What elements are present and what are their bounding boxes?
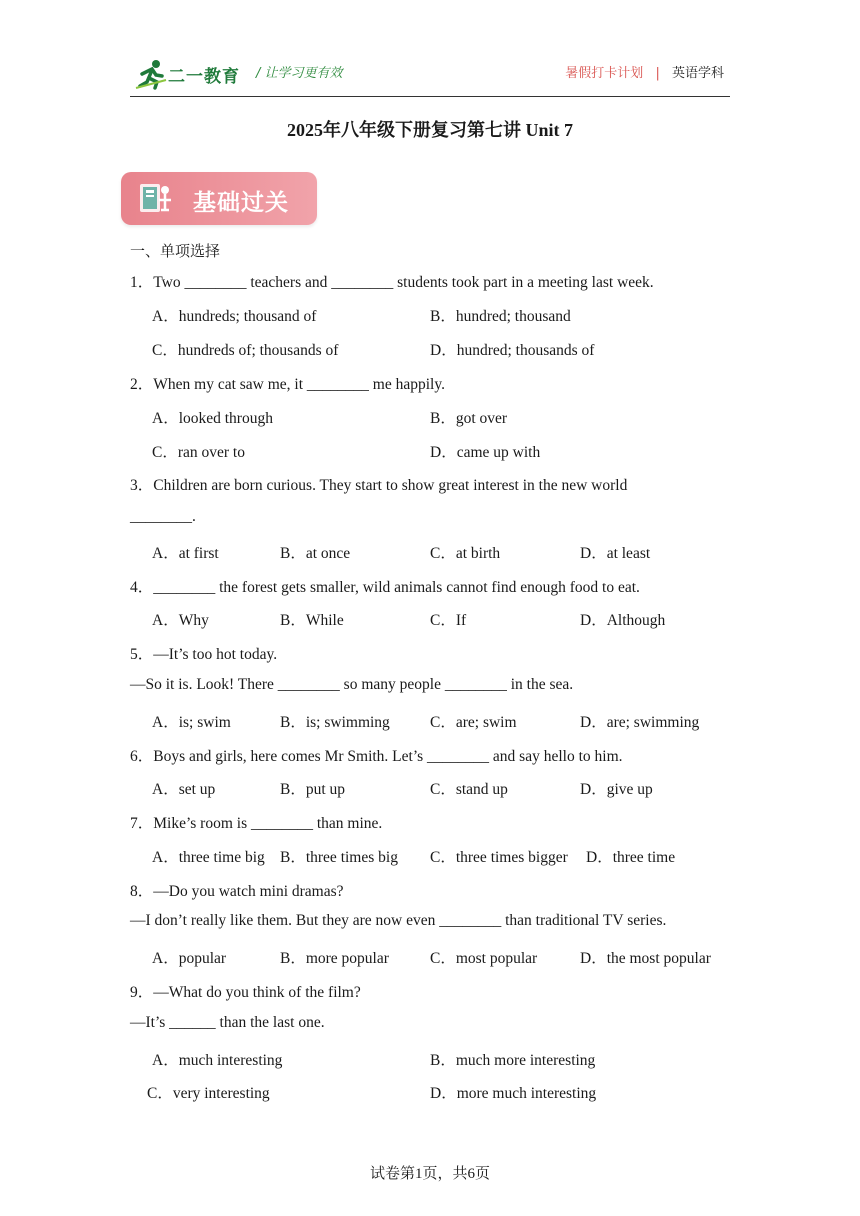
- option-d: D．hundred; thousands of: [430, 342, 595, 359]
- header-divider: [130, 96, 730, 97]
- option-a: A．three time big: [152, 849, 265, 866]
- option-b: B．much more interesting: [430, 1052, 596, 1069]
- question-stem: 2．When my cat saw me, it ________ me happily.: [130, 376, 445, 393]
- page-footer: 试卷第1页，共6页: [369, 1166, 490, 1182]
- option-c: C．hundreds of; thousands of: [152, 342, 339, 359]
- option-d: D．came up with: [430, 444, 541, 461]
- subject-label: 英语学科: [671, 66, 724, 81]
- option-d: D．three time: [586, 849, 676, 866]
- question-stem: 8．—Do you watch mini dramas?: [130, 883, 344, 900]
- option-b: B．put up: [280, 781, 346, 798]
- option-d: D．at least: [580, 545, 651, 562]
- option-c: C．are; swim: [430, 714, 517, 731]
- option-a: A．is; swim: [152, 714, 231, 731]
- option-c: C．most popular: [430, 950, 538, 967]
- option-d: D．the most popular: [580, 950, 711, 967]
- runner-logo-icon: [134, 58, 168, 90]
- option-d: D．more much interesting: [430, 1085, 597, 1102]
- option-b: B．While: [280, 612, 344, 629]
- question-stem-continued: —It’s ______ than the last one.: [130, 1014, 325, 1031]
- option-a: A．set up: [152, 781, 216, 798]
- option-a: A．hundreds; thousand of: [152, 308, 317, 325]
- badge-label: 基础过关: [193, 190, 289, 216]
- section-heading: 一、单项选择: [130, 242, 221, 260]
- header-tags: [565, 62, 724, 81]
- question-stem: 6．Boys and girls, here comes Mr Smith. Let’s ________ and say hello to him.: [130, 748, 623, 765]
- question-stem: 4．________ the forest gets smaller, wild animals cannot find enough food to eat.: [130, 579, 640, 596]
- section-badge: [121, 172, 317, 225]
- option-c: C．very interesting: [147, 1085, 270, 1102]
- option-d: D．Although: [580, 612, 666, 629]
- question-stem: 7．Mike’s room is ________ than mine.: [130, 815, 383, 832]
- option-c: C．ran over to: [152, 444, 245, 461]
- question-stem-continued: —So it is. Look! There ________ so many people ________ in the sea.: [130, 676, 574, 693]
- question-stem-continued: —I don’t really like them. But they are now even ________ than traditional TV series.: [130, 912, 667, 929]
- option-c: C．If: [430, 612, 467, 629]
- page-title: 2025年八年级下册复习第七讲 Unit 7: [286, 120, 573, 140]
- option-c: C．at birth: [430, 545, 501, 562]
- page-header: [130, 52, 730, 96]
- option-b: B．at once: [280, 545, 351, 562]
- question-stem: 1．Two ________ teachers and ________ students took part in a meeting last week.: [130, 274, 654, 291]
- option-b: B．more popular: [280, 950, 389, 967]
- brand-logo: [134, 58, 246, 90]
- option-b: B．three times big: [280, 849, 398, 866]
- option-a: A．popular: [152, 950, 227, 967]
- option-a: A．much interesting: [152, 1052, 283, 1069]
- slogan: / 让学习更有效: [256, 66, 343, 81]
- header-separator: |: [655, 66, 660, 81]
- question-stem: 5．—It’s too hot today.: [130, 646, 278, 663]
- option-b: B．is; swimming: [280, 714, 390, 731]
- option-a: A．Why: [152, 612, 209, 629]
- logo-text: 二一教育: [168, 67, 240, 87]
- option-b: B．got over: [430, 410, 508, 427]
- option-a: A．at first: [152, 545, 219, 562]
- question-stem-continued: ________.: [130, 508, 196, 525]
- option-d: D．are; swimming: [580, 714, 700, 731]
- option-a: A．looked through: [152, 410, 273, 427]
- question-stem: 9．—What do you think of the film?: [130, 984, 361, 1001]
- option-c: C．three times bigger: [430, 849, 568, 866]
- question-stem: 3．Children are born curious. They start to show great interest in the new world: [130, 477, 628, 494]
- book-icon: [137, 180, 173, 216]
- plan-label: 暑假打卡计划: [565, 66, 644, 81]
- option-d: D．give up: [580, 781, 653, 798]
- option-b: B．hundred; thousand: [430, 308, 571, 325]
- option-c: C．stand up: [430, 781, 508, 798]
